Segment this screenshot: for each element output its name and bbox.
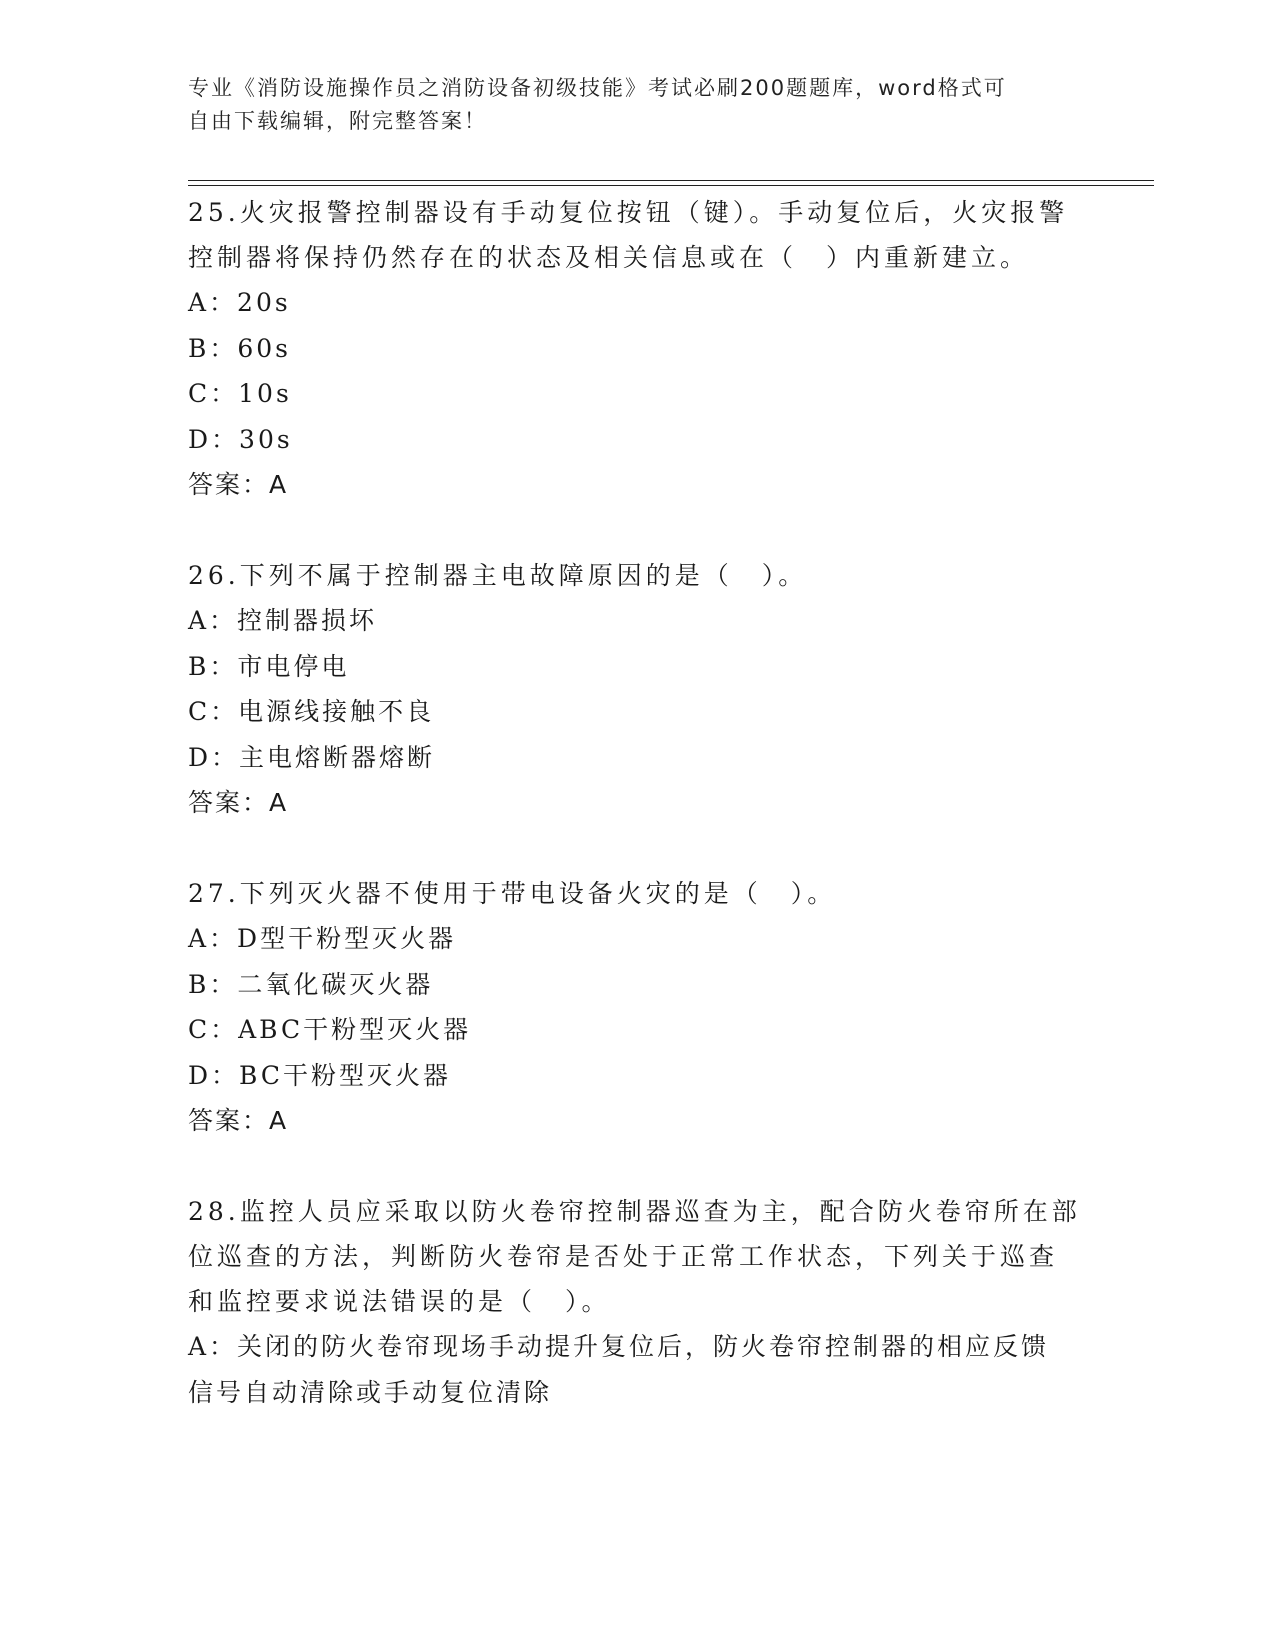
answer: 答案：A [188, 1106, 289, 1135]
document-header [188, 72, 1068, 138]
option-a: A：D型干粉型灭火器 [188, 924, 457, 953]
question-stem: 和监控要求说法错误的是（ ）。 [188, 1287, 611, 1316]
option-d: D：主电熔断器熔断 [188, 742, 436, 772]
question-26 [188, 553, 1088, 825]
answer: 答案：A [188, 470, 289, 499]
question-list [188, 190, 1088, 1461]
option-d: D：30s [188, 424, 293, 454]
option-b: B：二氧化碳灭火器 [188, 969, 434, 999]
option-a-continued: 信号自动清除或手动复位清除 [188, 1377, 553, 1407]
option-b: B：60s [188, 333, 292, 363]
answer: 答案：A [188, 788, 289, 817]
question-stem: 25.火灾报警控制器设有手动复位按钮（键）。手动复位后，火灾报警 [188, 198, 1069, 227]
option-c: C：ABC干粉型灭火器 [188, 1015, 472, 1044]
header-line: 专业《消防设施操作员之消防设备初级技能》考试必刷200题题库，word格式可 [188, 76, 1007, 100]
option-a: A：关闭的防火卷帘现场手动提升复位后，防火卷帘控制器的相应反馈 [188, 1332, 1050, 1361]
option-b: B：市电停电 [188, 651, 350, 681]
option-a: A：控制器损坏 [188, 606, 378, 635]
question-25 [188, 190, 1088, 507]
question-stem: 位巡查的方法，判断防火卷帘是否处于正常工作状态，下列关于巡查 [188, 1242, 1059, 1271]
question-stem: 26.下列不属于控制器主电故障原因的是（ ）。 [188, 561, 808, 590]
header-line: 自由下载编辑，附完整答案！ [188, 109, 487, 133]
option-c: C：电源线接触不良 [188, 697, 435, 726]
header-divider [188, 180, 1154, 181]
option-a: A：20s [188, 288, 291, 317]
option-c: C：10s [188, 379, 292, 408]
question-stem: 28.监控人员应采取以防火卷帘控制器巡查为主，配合防火卷帘所在部 [188, 1197, 1081, 1226]
option-d: D：BC干粉型灭火器 [188, 1060, 452, 1090]
header-divider [188, 185, 1154, 186]
question-stem: 控制器将保持仍然存在的状态及相关信息或在（ ）内重新建立。 [188, 243, 1030, 272]
question-stem: 27.下列灭火器不使用于带电设备火灾的是（ ）。 [188, 879, 837, 908]
question-27 [188, 871, 1088, 1143]
question-28 [188, 1189, 1088, 1415]
